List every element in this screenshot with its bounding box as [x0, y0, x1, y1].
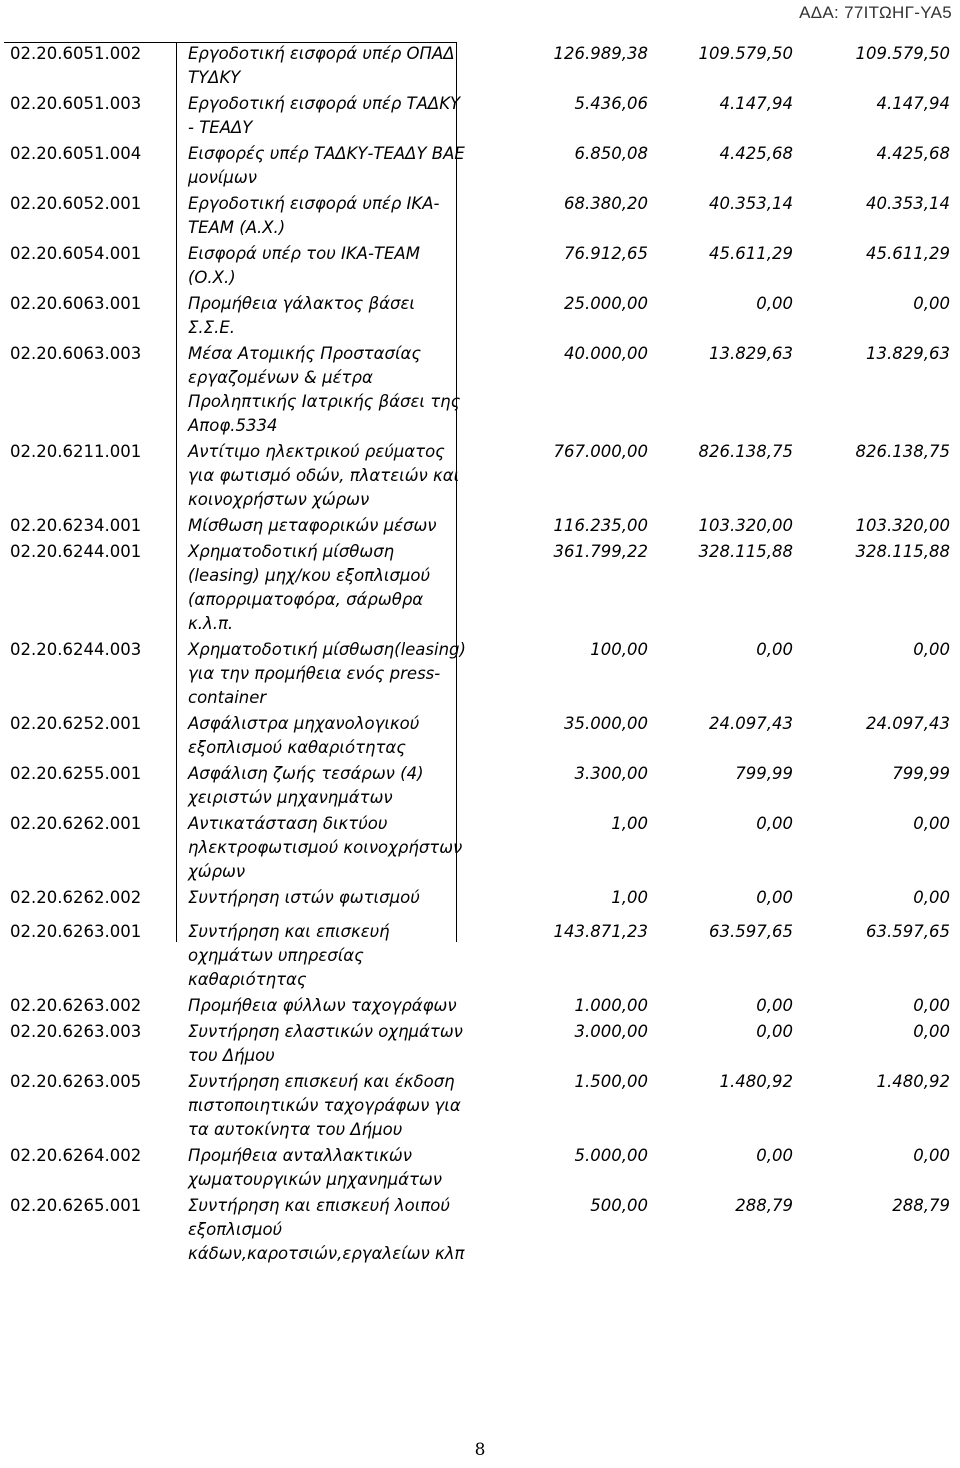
description-cell: Χρηματοδοτική μίσθωση(leasing) για την προμήθεια ενός press-container — [188, 640, 466, 707]
budget-code-cell: 02.20.6252.001 — [10, 714, 142, 733]
budgeted-amount-cell: 361.799,22 — [553, 542, 648, 561]
committed-amount-cell: 0,00 — [756, 996, 793, 1015]
description-cell: Συντήρηση επισκευή και έκδοση πιστοποιητικών ταχογράφων για τα αυτοκίνητα του Δήμου — [188, 1072, 461, 1139]
budget-table-body — [4, 42, 956, 1268]
committed-amount-cell: 826.138,75 — [698, 442, 793, 461]
table-row — [4, 292, 956, 342]
table-row — [4, 192, 956, 242]
committed-amount-cell: 13.829,63 — [709, 344, 793, 363]
budgeted-amount-cell: 1,00 — [611, 814, 648, 833]
budget-table — [4, 42, 956, 1268]
committed-amount-cell: 0,00 — [756, 294, 793, 313]
paid-amount-cell: 288,79 — [892, 1196, 950, 1215]
page-number: 8 — [474, 1440, 486, 1460]
paid-amount-cell: 4.147,94 — [876, 94, 950, 113]
description-cell: Χρηματοδοτική μίσθωση (leasing) μηχ/κου εξοπλισμού (απορριματοφόρα, σάρωθρα κ.λ.π. — [188, 542, 431, 633]
description-cell: Εισφορές υπέρ ΤΑΔΚΥ-ΤΕΑΔΥ ΒΑΕ μονίμων — [188, 144, 465, 187]
committed-amount-cell: 0,00 — [756, 814, 793, 833]
budgeted-amount-cell: 25.000,00 — [564, 294, 648, 313]
paid-amount-cell: 0,00 — [913, 888, 950, 907]
budget-code-cell: 02.20.6255.001 — [10, 764, 142, 783]
budgeted-amount-cell: 76.912,65 — [564, 244, 648, 263]
budgeted-amount-cell: 116.235,00 — [553, 516, 648, 535]
budgeted-amount-cell: 100,00 — [590, 640, 648, 659]
paid-amount-cell: 0,00 — [913, 640, 950, 659]
table-row — [4, 142, 956, 192]
description-cell: Ασφάλιση ζωής τεσάρων (4) χειριστών μηχανημάτων — [188, 764, 424, 807]
paid-amount-cell: 4.425,68 — [876, 144, 950, 163]
description-cell: Προμήθεια ανταλλακτικών χωματουργικών μηχανημάτων — [188, 1146, 442, 1189]
budget-code-cell: 02.20.6054.001 — [10, 244, 142, 263]
budgeted-amount-cell: 767.000,00 — [553, 442, 648, 461]
description-cell: Ασφάλιστρα μηχανολογικού εξοπλισμού καθαριότητας — [188, 714, 420, 757]
paid-amount-cell: 109.579,50 — [855, 44, 950, 63]
budgeted-amount-cell: 5.436,06 — [574, 94, 648, 113]
committed-amount-cell: 0,00 — [756, 1022, 793, 1041]
budget-code-cell: 02.20.6263.003 — [10, 1022, 142, 1041]
budget-code-cell: 02.20.6063.001 — [10, 294, 142, 313]
table-row — [4, 342, 956, 440]
description-cell: Αντίτιμο ηλεκτρικού ρεύματος για φωτισμό οδών, πλατειών και κοινοχρήστων χώρων — [188, 442, 460, 509]
budget-code-cell: 02.20.6051.002 — [10, 44, 142, 63]
budget-code-cell: 02.20.6262.001 — [10, 814, 142, 833]
description-cell: Εργοδοτική εισφορά υπέρ ΤΑΔΚΥ - ΤΕΑΔΥ — [188, 94, 461, 137]
budget-code-cell: 02.20.6211.001 — [10, 442, 142, 461]
table-row — [4, 514, 956, 540]
committed-amount-cell: 45.611,29 — [709, 244, 793, 263]
paid-amount-cell: 0,00 — [913, 1146, 950, 1165]
paid-amount-cell: 328.115,88 — [855, 542, 950, 561]
paid-amount-cell: 24.097,43 — [866, 714, 950, 733]
budgeted-amount-cell: 1.500,00 — [574, 1072, 648, 1091]
table-row — [4, 92, 956, 142]
table-row — [4, 638, 956, 712]
committed-amount-cell: 0,00 — [756, 640, 793, 659]
description-cell: Συντήρηση ιστών φωτισμού — [188, 888, 420, 907]
committed-amount-cell: 0,00 — [756, 888, 793, 907]
committed-amount-cell: 63.597,65 — [709, 922, 793, 941]
paid-amount-cell: 40.353,14 — [866, 194, 950, 213]
budget-code-cell: 02.20.6262.002 — [10, 888, 142, 907]
budget-code-cell: 02.20.6063.003 — [10, 344, 142, 363]
table-row — [4, 1194, 956, 1268]
paid-amount-cell: 0,00 — [913, 814, 950, 833]
description-cell: Μίσθωση μεταφορικών μέσων — [188, 516, 437, 535]
paid-amount-cell: 826.138,75 — [855, 442, 950, 461]
budgeted-amount-cell: 6.850,08 — [574, 144, 648, 163]
committed-amount-cell: 4.425,68 — [719, 144, 793, 163]
budget-code-cell: 02.20.6051.003 — [10, 94, 142, 113]
description-cell: Συντήρηση και επισκευή λοιπού εξοπλισμού κάδων,καροτσιών,εργαλείων κλπ — [188, 1196, 465, 1263]
description-cell: Εργοδοτική εισφορά υπέρ ΙΚΑ-ΤΕΑΜ (Α.Χ.) — [188, 194, 440, 237]
budgeted-amount-cell: 1.000,00 — [574, 996, 648, 1015]
budgeted-amount-cell: 3.000,00 — [574, 1022, 648, 1041]
budget-code-cell: 02.20.6263.005 — [10, 1072, 142, 1091]
committed-amount-cell: 40.353,14 — [709, 194, 793, 213]
document-ada-code: ΑΔΑ: 77ΙΤΩΗΓ-ΥΑ5 — [799, 3, 952, 22]
committed-amount-cell: 288,79 — [735, 1196, 793, 1215]
paid-amount-cell: 45.611,29 — [866, 244, 950, 263]
paid-amount-cell: 13.829,63 — [866, 344, 950, 363]
table-row — [4, 242, 956, 292]
paid-amount-cell: 0,00 — [913, 1022, 950, 1041]
budgeted-amount-cell: 5.000,00 — [574, 1146, 648, 1165]
description-cell: Συντήρηση ελαστικών οχημάτων του Δήμου — [188, 1022, 463, 1065]
description-cell: Προμήθεια γάλακτος βάσει Σ.Σ.Ε. — [188, 294, 415, 337]
budget-code-cell: 02.20.6051.004 — [10, 144, 142, 163]
paid-amount-cell: 0,00 — [913, 294, 950, 313]
table-row — [4, 1070, 956, 1144]
table-row — [4, 440, 956, 514]
paid-amount-cell: 799,99 — [892, 764, 950, 783]
budgeted-amount-cell: 40.000,00 — [564, 344, 648, 363]
committed-amount-cell: 24.097,43 — [709, 714, 793, 733]
table-row — [4, 42, 956, 92]
budget-code-cell: 02.20.6263.001 — [10, 922, 142, 941]
committed-amount-cell: 799,99 — [735, 764, 793, 783]
table-row — [4, 994, 956, 1020]
description-cell: Εργοδοτική εισφορά υπέρ ΟΠΑΔ ΤΥΔΚΥ — [188, 44, 455, 87]
description-cell: Συντήρηση και επισκευή οχημάτων υπηρεσίας καθαριότητας — [188, 922, 390, 989]
table-row — [4, 812, 956, 886]
budgeted-amount-cell: 35.000,00 — [564, 714, 648, 733]
budgeted-amount-cell: 500,00 — [590, 1196, 648, 1215]
table-row — [4, 1020, 956, 1070]
table-row — [4, 920, 956, 994]
description-cell: Αντικατάσταση δικτύου ηλεκτροφωτισμού κοινοχρήστων χώρων — [188, 814, 463, 881]
paid-amount-cell: 0,00 — [913, 996, 950, 1015]
paid-amount-cell: 103.320,00 — [855, 516, 950, 535]
description-cell: Εισφορά υπέρ του ΙΚΑ-ΤΕΑΜ (Ο.Χ.) — [188, 244, 420, 287]
section-gap — [4, 912, 956, 920]
description-cell: Μέσα Ατομικής Προστασίας εργαζομένων & μέτρα Προληπτικής Ιατρικής βάσει της Αποφ.5334 — [188, 344, 461, 435]
table-row — [4, 1144, 956, 1194]
table-row — [4, 886, 956, 912]
committed-amount-cell: 103.320,00 — [698, 516, 793, 535]
committed-amount-cell: 109.579,50 — [698, 44, 793, 63]
budget-code-cell: 02.20.6244.001 — [10, 542, 142, 561]
budgeted-amount-cell: 126.989,38 — [553, 44, 648, 63]
table-row — [4, 540, 956, 638]
budget-code-cell: 02.20.6263.002 — [10, 996, 142, 1015]
paid-amount-cell: 1.480,92 — [876, 1072, 950, 1091]
budget-code-cell: 02.20.6052.001 — [10, 194, 142, 213]
committed-amount-cell: 0,00 — [756, 1146, 793, 1165]
budget-code-cell: 02.20.6244.003 — [10, 640, 142, 659]
committed-amount-cell: 1.480,92 — [719, 1072, 793, 1091]
paid-amount-cell: 63.597,65 — [866, 922, 950, 941]
table-row — [4, 762, 956, 812]
budgeted-amount-cell: 3.300,00 — [574, 764, 648, 783]
table-row — [4, 712, 956, 762]
budgeted-amount-cell: 68.380,20 — [564, 194, 648, 213]
budget-code-cell: 02.20.6264.002 — [10, 1146, 142, 1165]
description-cell: Προμήθεια φύλλων ταχογράφων — [188, 996, 457, 1015]
budget-code-cell: 02.20.6265.001 — [10, 1196, 142, 1215]
budget-code-cell: 02.20.6234.001 — [10, 516, 142, 535]
budgeted-amount-cell: 1,00 — [611, 888, 648, 907]
committed-amount-cell: 328.115,88 — [698, 542, 793, 561]
committed-amount-cell: 4.147,94 — [719, 94, 793, 113]
budgeted-amount-cell: 143.871,23 — [553, 922, 648, 941]
